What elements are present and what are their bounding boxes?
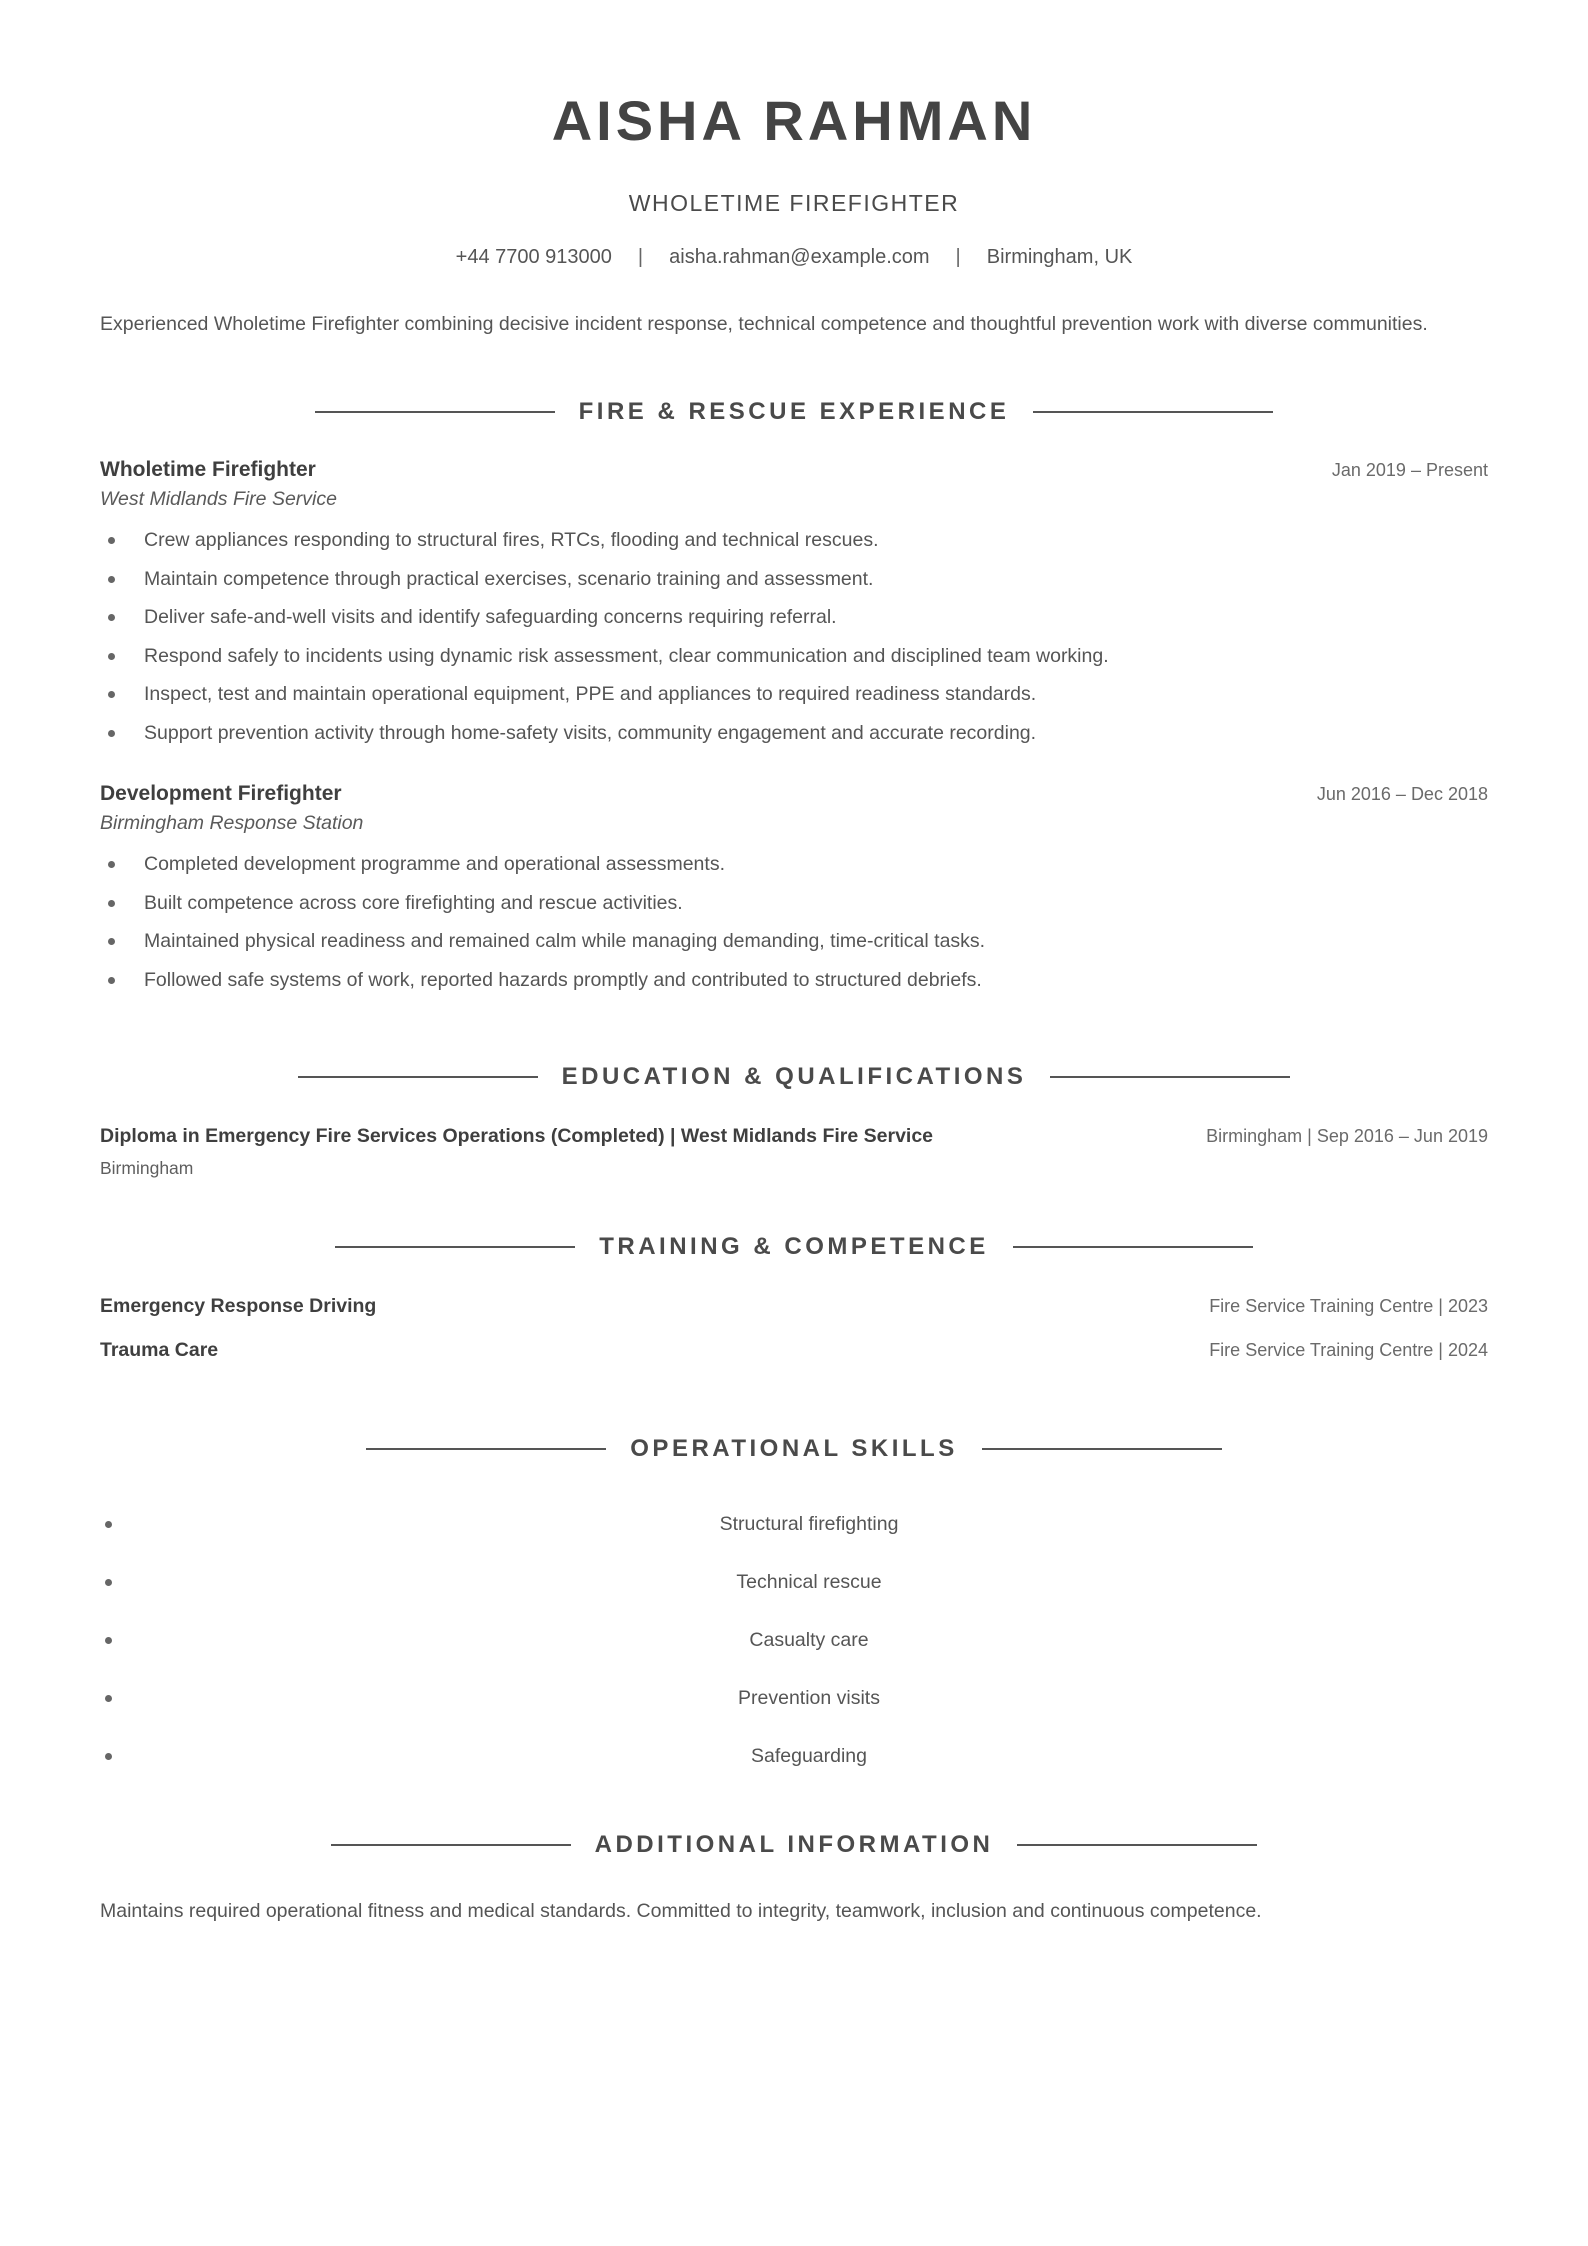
list-item: Support prevention activity through home-safety visits, community engagement and accurate recording. (100, 714, 1488, 753)
training-list (100, 1295, 1488, 1383)
contact-line (100, 242, 1488, 272)
bullet-icon (105, 1521, 112, 1528)
candidate-role: WHOLETIME FIREFIGHTER (628, 190, 960, 216)
job-bullets (100, 845, 1488, 999)
skill-item (100, 1727, 1488, 1785)
training-item (100, 1295, 1488, 1339)
skill-label: Safeguarding (750, 1745, 867, 1767)
job-entry (100, 782, 1488, 999)
training-name: Trauma Care (100, 1339, 219, 1361)
heading-rule (1050, 1076, 1290, 1078)
bullet-icon (105, 1753, 112, 1760)
training-meta: Fire Service Training Centre | 2024 (1209, 1340, 1488, 1360)
heading-rule (298, 1076, 538, 1078)
contact-separator: | (637, 246, 644, 268)
heading-rule (1017, 1844, 1257, 1846)
skill-item (100, 1669, 1488, 1727)
contact-email: aisha.rahman@example.com (669, 246, 930, 268)
profile-summary: Experienced Wholetime Firefighter combining decisive incident response, technical competence and thoughtful prevention work with diverse communities. (100, 313, 1428, 335)
skill-label: Technical rescue (736, 1571, 882, 1593)
job-organization: West Midlands Fire Service (100, 488, 337, 510)
heading-rule (366, 1448, 606, 1450)
section-heading-education (100, 1057, 1488, 1097)
contact-location: Birmingham, UK (986, 246, 1133, 268)
section-heading-experience (100, 392, 1488, 432)
section-title: ADDITIONAL INFORMATION (594, 1831, 994, 1858)
heading-rule (335, 1246, 575, 1248)
education-title: Diploma in Emergency Fire Services Operations (Completed) | West Midlands Fire Service (100, 1125, 934, 1147)
education-meta: Birmingham | Sep 2016 – Jun 2019 (1206, 1126, 1488, 1146)
job-bullets (100, 521, 1488, 752)
job-title: Development Firefighter (100, 782, 342, 805)
job-dates: Jan 2019 – Present (1331, 460, 1488, 480)
job-title: Wholetime Firefighter (100, 458, 316, 481)
heading-rule (331, 1844, 571, 1846)
list-item: Completed development programme and operational assessments. (100, 845, 1488, 884)
list-item: Respond safely to incidents using dynamic risk assessment, clear communication and disciplined team working. (100, 637, 1488, 676)
list-item: Inspect, test and maintain operational equipment, PPE and appliances to required readiness standards. (100, 675, 1488, 714)
skills-list (100, 1495, 1488, 1785)
section-heading-additional (100, 1825, 1488, 1865)
heading-rule (1013, 1246, 1253, 1248)
job-organization: Birmingham Response Station (100, 812, 364, 834)
skill-item (100, 1611, 1488, 1669)
skill-item (100, 1495, 1488, 1553)
bullet-icon (105, 1637, 112, 1644)
skill-item (100, 1553, 1488, 1611)
education-location: Birmingham (100, 1158, 194, 1178)
section-title: FIRE & RESCUE EXPERIENCE (578, 398, 1010, 425)
job-entry (100, 458, 1488, 752)
heading-rule (982, 1448, 1222, 1450)
contact-separator: | (955, 246, 961, 268)
training-name: Emergency Response Driving (100, 1295, 377, 1317)
list-item: Built competence across core firefighting and rescue activities. (100, 884, 1488, 923)
heading-rule (315, 411, 555, 413)
additional-information: Maintains required operational fitness and medical standards. Committed to integrity, teamwork, inclusion and continuous competence. (100, 1900, 1262, 1922)
section-heading-skills (100, 1429, 1488, 1469)
list-item: Maintained physical readiness and remained calm while managing demanding, time-critical tasks. (100, 922, 1488, 961)
section-heading-training (100, 1227, 1488, 1267)
section-title: EDUCATION & QUALIFICATIONS (561, 1063, 1027, 1090)
contact-phone: +44 7700 913000 (455, 246, 612, 268)
bullet-icon (105, 1695, 112, 1702)
training-item (100, 1339, 1488, 1383)
skill-label: Casualty care (749, 1629, 869, 1651)
section-title: TRAINING & COMPETENCE (599, 1233, 989, 1260)
heading-rule (1033, 411, 1273, 413)
section-title: OPERATIONAL SKILLS (630, 1435, 958, 1462)
bullet-icon (105, 1579, 112, 1586)
job-dates: Jun 2016 – Dec 2018 (1316, 784, 1488, 804)
list-item: Crew appliances responding to structural fires, RTCs, flooding and technical rescues. (100, 521, 1488, 560)
list-item: Followed safe systems of work, reported hazards promptly and contributed to structured debriefs. (100, 961, 1488, 1000)
skill-label: Prevention visits (738, 1687, 880, 1709)
training-meta: Fire Service Training Centre | 2023 (1209, 1296, 1488, 1316)
education-entry (100, 1125, 1488, 1179)
list-item: Maintain competence through practical exercises, scenario training and assessment. (100, 560, 1488, 599)
candidate-name: AISHA RAHMAN (551, 89, 1037, 152)
skill-label: Structural firefighting (719, 1513, 899, 1535)
list-item: Deliver safe-and-well visits and identify safeguarding concerns requiring referral. (100, 598, 1488, 637)
